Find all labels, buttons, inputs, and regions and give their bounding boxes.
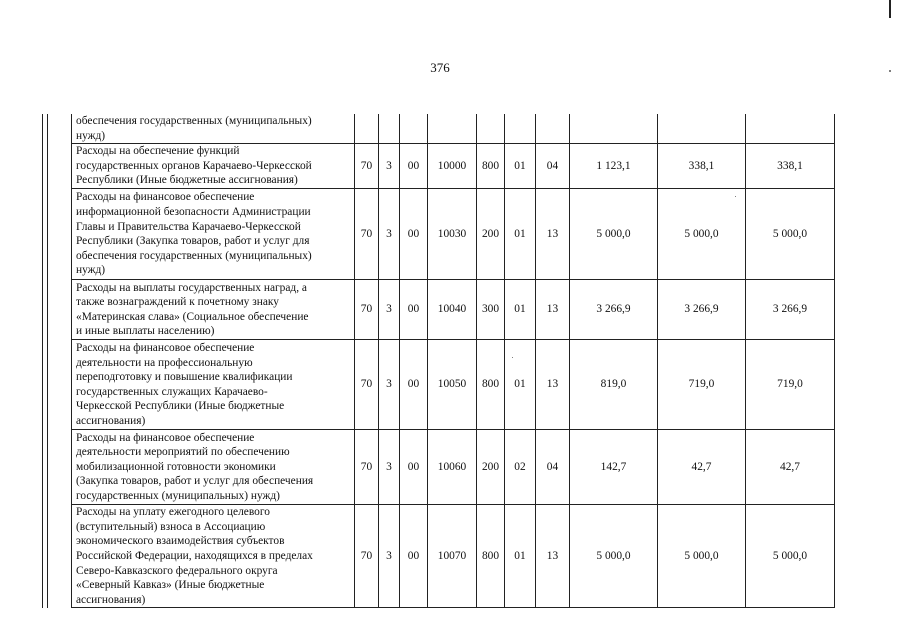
cell-section: 02: [505, 430, 536, 505]
description-line: «Северный Кавказ» (Иные бюджетные: [76, 579, 265, 592]
cell-target-code: [428, 114, 477, 144]
cell-subprogram-code: 00: [400, 280, 428, 340]
cell-subsection: 13: [536, 340, 570, 430]
cell-section: 01: [505, 505, 536, 608]
description-line: обеспечения государственных (муниципальных): [76, 249, 312, 262]
cell-subprogram-code: [400, 114, 428, 144]
description-line: государственных (муниципальных) нужд): [76, 490, 280, 503]
description-line: экономического взаимодействия субъектов: [76, 535, 285, 548]
cell-expense-type: 300: [477, 280, 505, 340]
budget-expenses-table: [42, 114, 835, 608]
cell-amount-year-3: 338,1: [746, 144, 835, 189]
description-line: и иные выплаты населению): [76, 325, 215, 338]
blank-cell: [48, 280, 72, 340]
cell-amount-year-2: 5 000,0: [658, 505, 746, 608]
cell-target-code: 10000: [428, 144, 477, 189]
cell-description: [72, 505, 355, 608]
cell-ministry-code: 70: [355, 430, 379, 505]
cell-subprogram-code: 00: [400, 340, 428, 430]
cell-description: [72, 340, 355, 430]
cell-amount-year-2: 42,7: [658, 430, 746, 505]
cell-expense-type: 200: [477, 430, 505, 505]
description-line: информационной безопасности Администрации: [76, 206, 311, 218]
blank-cell: [48, 144, 72, 189]
description-line: Северо-Кавказского федерального округа: [76, 564, 278, 577]
cell-amount-year-1: 819,0: [570, 340, 658, 430]
description-line: Расходы на финансовое обеспечение: [76, 191, 255, 204]
description-line: (вступительный) взноса в Ассоциацию: [76, 520, 266, 533]
cell-subsection: [536, 114, 570, 144]
cell-target-code: 10050: [428, 340, 477, 430]
cell-program-code: 3: [379, 340, 400, 430]
cell-target-code: 10030: [428, 189, 477, 280]
cell-ministry-code: [355, 114, 379, 144]
description-line: Республики (Иные бюджетные ассигнования): [76, 174, 298, 187]
cell-amount-year-3: 3 266,9: [746, 280, 835, 340]
table-row: [43, 430, 835, 505]
description-line: Расходы на финансовое обеспечение: [76, 341, 255, 354]
description-line: государственных органов Карачаево-Черкесской: [76, 159, 312, 172]
table-row: [43, 114, 835, 144]
cell-expense-type: 800: [477, 144, 505, 189]
blank-cell: [48, 430, 72, 505]
description-line: Расходы на обеспечение функций: [76, 145, 240, 158]
description-line: ассигнования): [76, 414, 146, 427]
blank-cell: [48, 189, 72, 280]
cell-description: [72, 144, 355, 189]
description-line: обеспечения государственных (муниципальных): [76, 115, 312, 127]
cell-program-code: 3: [379, 505, 400, 608]
description-line: нужд): [76, 264, 106, 277]
cell-description: [72, 189, 355, 280]
description-line: Главы и Правительства Карачаево-Черкесской: [76, 220, 301, 233]
cell-section: 01: [505, 340, 536, 430]
description-line: также вознаграждений к почетному знаку: [76, 296, 279, 309]
description-line: Республики (Закупка товаров, работ и услуг для: [76, 235, 310, 248]
cell-amount-year-2: 338,1: [658, 144, 746, 189]
cell-amount-year-1: 5 000,0: [570, 189, 658, 280]
blank-cell: [48, 114, 72, 144]
cell-section: 01: [505, 189, 536, 280]
cell-expense-type: 800: [477, 505, 505, 608]
cell-subprogram-code: 00: [400, 144, 428, 189]
cell-amount-year-2: [658, 114, 746, 144]
cell-amount-year-1: 142,7: [570, 430, 658, 505]
description-line: деятельности на профессиональную: [76, 356, 253, 369]
description-line: Расходы на выплаты государственных наград, а: [76, 281, 307, 294]
cell-amount-year-1: 1 123,1: [570, 144, 658, 189]
cell-program-code: 3: [379, 430, 400, 505]
cell-description: [72, 280, 355, 340]
table-row: [43, 189, 835, 280]
page-number: 376: [430, 60, 450, 75]
cell-expense-type: 800: [477, 340, 505, 430]
description-line: Российской Федерации, находящихся в пределах: [76, 549, 313, 562]
cell-ministry-code: 70: [355, 189, 379, 280]
description-line: мобилизационной готовности экономики: [76, 460, 276, 473]
description-line: переподготовку и повышение квалификации: [76, 371, 293, 384]
description-line: Черкесской Республики (Иные бюджетные: [76, 400, 285, 413]
cell-amount-year-2: 3 266,9: [658, 280, 746, 340]
cell-section: [505, 114, 536, 144]
description-line: Расходы на уплату ежегодного целевого: [76, 506, 270, 519]
cell-amount-year-3: 42,7: [746, 430, 835, 505]
cell-description: [72, 114, 355, 144]
cell-amount-year-3: 5 000,0: [746, 505, 835, 608]
description-line: (Закупка товаров, работ и услуг для обеспечения: [76, 475, 314, 488]
cell-subsection: 13: [536, 189, 570, 280]
cell-amount-year-3: [746, 114, 835, 144]
cell-expense-type: 200: [477, 189, 505, 280]
cell-target-code: 10070: [428, 505, 477, 608]
cell-target-code: 10040: [428, 280, 477, 340]
table-row: [43, 505, 835, 608]
cell-ministry-code: 70: [355, 280, 379, 340]
scan-edge-mark: [889, 0, 891, 18]
cell-subsection: 04: [536, 430, 570, 505]
table-row: [43, 144, 835, 189]
table-row: [43, 280, 835, 340]
cell-amount-year-1: 3 266,9: [570, 280, 658, 340]
cell-amount-year-3: 719,0: [746, 340, 835, 430]
cell-subsection: 13: [536, 505, 570, 608]
cell-program-code: 3: [379, 280, 400, 340]
cell-ministry-code: 70: [355, 144, 379, 189]
cell-ministry-code: 70: [355, 505, 379, 608]
cell-program-code: [379, 114, 400, 144]
description-line: Расходы на финансовое обеспечение: [76, 431, 255, 444]
cell-subsection: 04: [536, 144, 570, 189]
cell-subprogram-code: 00: [400, 189, 428, 280]
description-line: государственных служащих Карачаево-: [76, 385, 268, 398]
table-row: [43, 340, 835, 430]
cell-program-code: 3: [379, 144, 400, 189]
cell-section: 01: [505, 144, 536, 189]
description-line: деятельности мероприятий по обеспечению: [76, 446, 290, 459]
cell-subprogram-code: 00: [400, 430, 428, 505]
scan-speck: [889, 70, 891, 72]
cell-ministry-code: 70: [355, 340, 379, 430]
cell-subprogram-code: 00: [400, 505, 428, 608]
cell-description: [72, 430, 355, 505]
cell-target-code: 10060: [428, 430, 477, 505]
cell-amount-year-2: 719,0: [658, 340, 746, 430]
description-line: нужд): [76, 129, 106, 142]
cell-amount-year-2: 5 000,0: [658, 189, 746, 280]
cell-amount-year-1: [570, 114, 658, 144]
cell-amount-year-3: 5 000,0: [746, 189, 835, 280]
cell-expense-type: [477, 114, 505, 144]
description-line: «Материнская слава» (Социальное обеспечение: [76, 310, 309, 323]
cell-subsection: 13: [536, 280, 570, 340]
cell-program-code: 3: [379, 189, 400, 280]
blank-cell: [48, 505, 72, 608]
blank-cell: [48, 340, 72, 430]
cell-amount-year-1: 5 000,0: [570, 505, 658, 608]
cell-section: 01: [505, 280, 536, 340]
description-line: ассигнования): [76, 593, 146, 606]
